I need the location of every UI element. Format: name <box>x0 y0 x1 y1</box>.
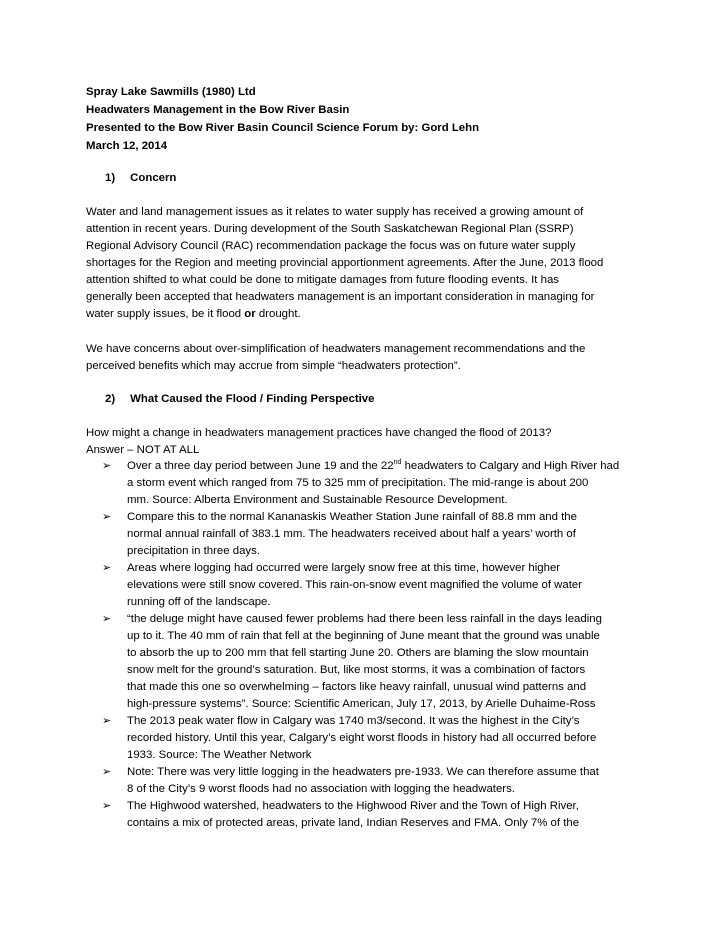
text-line: that made this one so overwhelming – factors like heavy rainfall, unusual wind patterns and <box>127 681 587 693</box>
text-line: 1933. Source: The Weather Network <box>127 749 312 761</box>
text-line: Note: There was very little logging in the headwaters pre-1933. We can therefore assume that <box>127 766 599 778</box>
text-line: 8 of the City’s 9 worst floods had no association with logging the headwaters. <box>127 783 515 795</box>
text-line: mm. Source: Alberta Environment and Sustainable Resource Development. <box>127 494 508 506</box>
list-item <box>86 509 686 560</box>
company-name: Spray Lake Sawmills (1980) Ltd <box>86 86 256 98</box>
text-line: “the deluge might have caused fewer problems had there been less rainfall in the days leading <box>127 613 602 625</box>
text-line: to absorb the up to 200 mm that fell starting June 20. Others are blaming the slow mountain <box>127 647 589 659</box>
text-line: contains a mix of protected areas, private land, Indian Reserves and FMA. Only 7% of the <box>127 817 580 829</box>
arrow-bullet-icon: ➢ <box>102 562 112 574</box>
section-title: Concern <box>130 172 177 184</box>
question-block <box>86 425 646 459</box>
text-line: Water and land management issues as it relates to water supply has received a growing amount of <box>86 206 584 218</box>
presentation-line: Presented to the Bow River Basin Council Science Forum by: Gord Lehn <box>86 122 480 134</box>
text-line: attention in recent years. During development of the South Saskatchewan Regional Plan (SSRP) <box>86 223 574 235</box>
section-number: 1) <box>105 172 116 184</box>
section-title: What Caused the Flood / Finding Perspective <box>130 393 375 405</box>
arrow-bullet-icon: ➢ <box>102 766 112 778</box>
answer-text: Answer – NOT AT ALL <box>86 444 200 456</box>
text-line: The Highwood watershed, headwaters to the Highwood River and the Town of High River, <box>127 800 579 812</box>
text-line: running off of the landscape. <box>127 596 271 608</box>
text-line: elevations were still snow covered. This rain-on-snow event magnified the volume of water <box>127 579 583 591</box>
text-line: shortages for the Region and meeting provincial apportionment agreements. After the June, 2013 flood <box>86 257 604 269</box>
text-line: We have concerns about over-simplification of headwaters management recommendations and the <box>86 343 586 355</box>
text-run: water supply issues, be it flood <box>86 308 245 320</box>
document-header <box>86 84 686 156</box>
list-item <box>86 458 686 509</box>
arrow-bullet-icon: ➢ <box>102 613 112 625</box>
text-line: generally been accepted that headwaters management is an important consideration in managing for <box>86 291 595 303</box>
text-line: The 2013 peak water flow in Calgary was 1740 m3/second. It was the highest in the City’s <box>127 715 580 727</box>
question-text: How might a change in headwaters management practices have changed the flood of 2013? <box>86 427 552 439</box>
text-line: Areas where logging had occurred were largely snow free at this time, however higher <box>127 562 561 574</box>
section-heading-flood <box>105 391 374 408</box>
text-line: high-pressure systems”. Source: Scientific American, July 17, 2013, by Arielle Duhaime-Ross <box>127 698 596 710</box>
list-item <box>86 764 686 798</box>
section-number: 2) <box>105 393 116 405</box>
arrow-bullet-icon: ➢ <box>102 460 112 472</box>
text-line <box>127 458 686 475</box>
list-item <box>86 713 686 764</box>
list-item <box>86 560 686 611</box>
superscript: nd <box>393 459 402 466</box>
emphasis-text: or <box>244 308 256 320</box>
text-run: Over a three day period between June 19 and the 22 <box>127 460 394 472</box>
concern-paragraph-1 <box>86 204 646 323</box>
concern-paragraph-2 <box>86 341 646 375</box>
text-line: attention shifted to what could be done to mitigate damages from future flooding events. It has <box>86 274 560 286</box>
text-line: Compare this to the normal Kananaskis Weather Station June rainfall of 88.8 mm and the <box>127 511 577 523</box>
section-heading-concern <box>105 170 176 187</box>
text-line: perceived benefits which may accrue from simple “headwaters protection”. <box>86 360 461 372</box>
bullet-list <box>86 458 686 832</box>
document-date: March 12, 2014 <box>86 140 168 152</box>
list-item <box>86 611 686 713</box>
arrow-bullet-icon: ➢ <box>102 715 112 727</box>
text-line: Regional Advisory Council (RAC) recommendation package the focus was on future water supply <box>86 240 576 252</box>
document-title: Headwaters Management in the Bow River Basin <box>86 104 350 116</box>
text-line: snow melt for the ground’s saturation. But, like most storms, it was a combination of factors <box>127 664 586 676</box>
text-line: up to it. The 40 mm of rain that fell at the beginning of June meant that the ground was unable <box>127 630 600 642</box>
text-line: a storm event which ranged from 75 to 325 mm of precipitation. The mid-range is about 200 <box>127 477 589 489</box>
text-run: drought. <box>255 308 301 320</box>
text-line: precipitation in three days. <box>127 545 260 557</box>
text-line <box>86 306 646 323</box>
text-line: normal annual rainfall of 383.1 mm. The headwaters received about half a years’ worth of <box>127 528 576 540</box>
arrow-bullet-icon: ➢ <box>102 511 112 523</box>
text-run: headwaters to Calgary and High River had <box>401 460 620 472</box>
list-item <box>86 798 686 832</box>
arrow-bullet-icon: ➢ <box>102 800 112 812</box>
text-line: recorded history. Until this year, Calgary’s eight worst floods in history had all occurred before <box>127 732 597 744</box>
